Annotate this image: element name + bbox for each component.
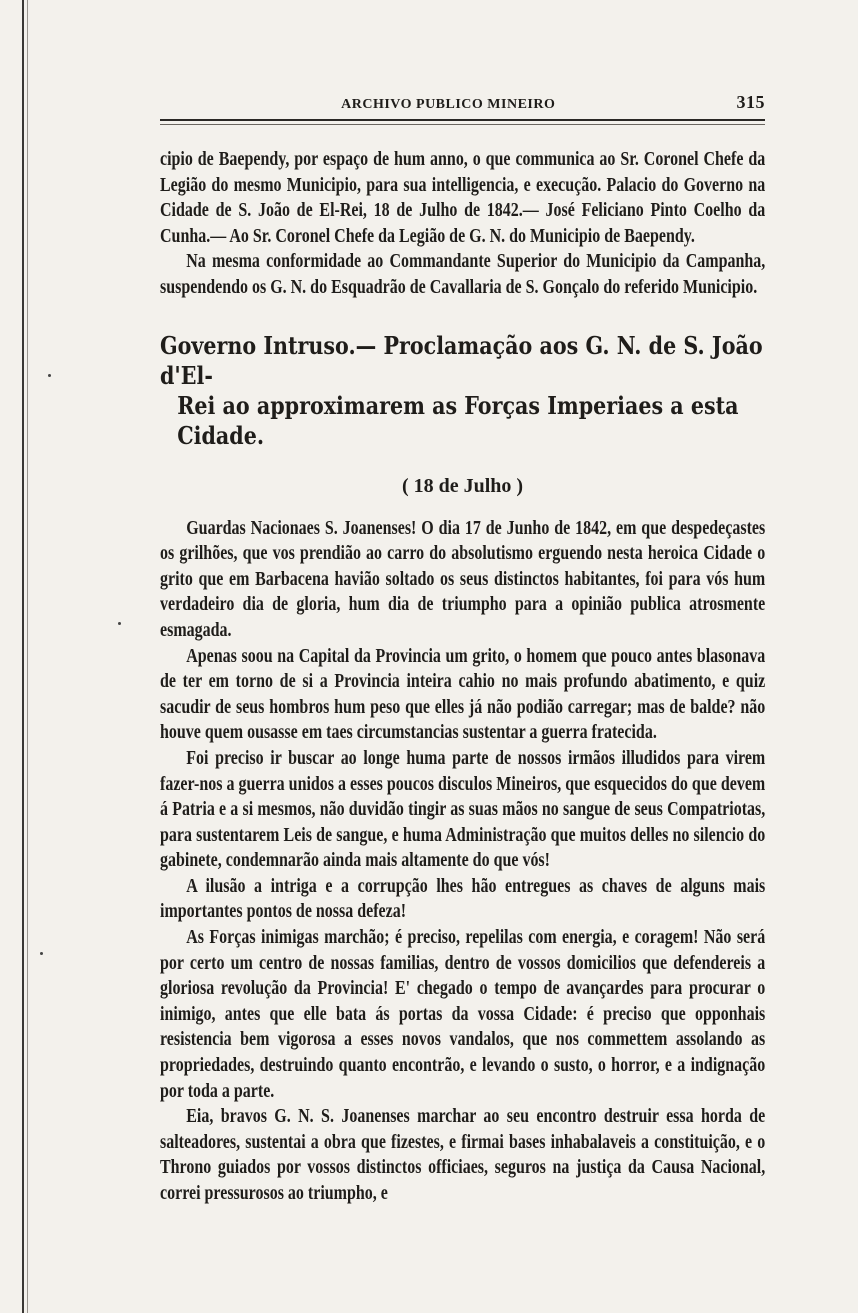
running-title: ARCHIVO PUBLICO MINEIRO xyxy=(341,97,556,112)
body-paragraph: A ilusão a intriga e a corrupção lhes hão entregues as chaves de alguns mais importantes pontos de nossa defeza! xyxy=(160,875,766,923)
proclamation-date: ( 18 de Julho ) xyxy=(401,474,524,497)
page-binding-edge-inner xyxy=(27,0,28,1313)
body-paragraph: Guardas Nacionaes S. Joanenses! O dia 17 de Junho de 1842, em que despedeçastes os grilhões, que vos prendião ao carro do absolutismo erguendo nesta heroica Cidade o grito que em Barbacena havião soltado os seus distinctos habitantes, foi para vós hum verdadeiro dia de gloria, hum dia de triumpho para a opinião publica atrosmente esmagada. xyxy=(160,517,766,641)
running-header xyxy=(160,92,765,113)
section-heading xyxy=(160,331,769,451)
intro-paragraph: Na mesma conformidade ao Commandante Superior do Municipio da Campanha, suspendendo os G. N. do Esquadrão de Cavallaria de S. Gonçalo do referido Municipio. xyxy=(160,251,766,298)
proclamation-body xyxy=(160,516,765,1207)
ink-speck xyxy=(118,622,121,625)
ink-speck xyxy=(48,374,51,377)
section-heading-line: Governo Intruso.— Proclamação aos G. N. de S. João d'El- xyxy=(160,330,763,390)
ink-speck xyxy=(40,952,43,955)
page-number: 315 xyxy=(736,92,765,112)
body-paragraph: As Forças inimigas marchão; é preciso, repelilas com energia, e coragem! Não será por certo um centro de nossas familias, dentro de vossos domicilios que defendereis a gloriosa revolução da Provincia! E' chegado o tempo de avançardes para procurar o inimigo, antes que elle bata ás portas da vossa Cidade: é preciso que opponhais resistencia bem vigorosa a esses novos vandalos, que nos commettem assolando as propriedades, destruindo quanto encontrão, e levando o susto, o horror, e a indignação por toda a parte. xyxy=(160,927,766,1102)
page-content xyxy=(160,92,765,1207)
header-rule xyxy=(160,119,765,125)
page-binding-edge xyxy=(22,0,24,1313)
body-paragraph: Foi preciso ir buscar ao longe huma parte de nossos irmãos illudidos para virem fazer-nos a guerra unidos a esses poucos disculos Mineiros, que esquecidos do que devem á Patria e a si mesmos, não duvidão tingir as suas mãos no sangue de seus Compatriotas, para sustentarem Leis de sangue, e huma Administração que muitos delles no silencio do gabinete, condemnarão ainda mais altamente do que vós! xyxy=(160,747,766,872)
body-paragraph: Eia, bravos G. N. S. Joanenses marchar ao seu encontro destruir essa horda de salteadores, sustentai a obra que fizestes, e firmai bases inhabalaveis a constituição, e o Throno guiados por vossos distinctos officiaes, seguros na justiça da Causa Nacional, correi pressurosos ao triumpho, e xyxy=(160,1106,766,1204)
intro-paragraph: cipio de Baependy, por espaço de hum anno, o que communica ao Sr. Coronel Chefe da Legião do mesmo Municipio, para sua intelligencia, e execução. Palacio do Governo na Cidade de S. João de El-Rei, 18 de Julho de 1842.— José Feliciano Pinto Coelho da Cunha.— Ao Sr. Coronel Chefe da Legião de G. N. do Municipio de Baependy. xyxy=(160,149,766,247)
section-heading-line: Rei ao approximarem as Forças Imperiaes a esta Cidade. xyxy=(177,390,739,450)
body-paragraph: Apenas soou na Capital da Provincia um grito, o homem que pouco antes blasonava de ter em torno de si a Provincia inteira cahio no mais profundo abatimento, e quiz sacudir de seus hombros hum peso que elles já não podião carregar; mas de balde? não houve quem ousasse em taes circumstancias sustentar a guerra fratecida. xyxy=(160,645,766,744)
intro-section xyxy=(160,147,765,301)
